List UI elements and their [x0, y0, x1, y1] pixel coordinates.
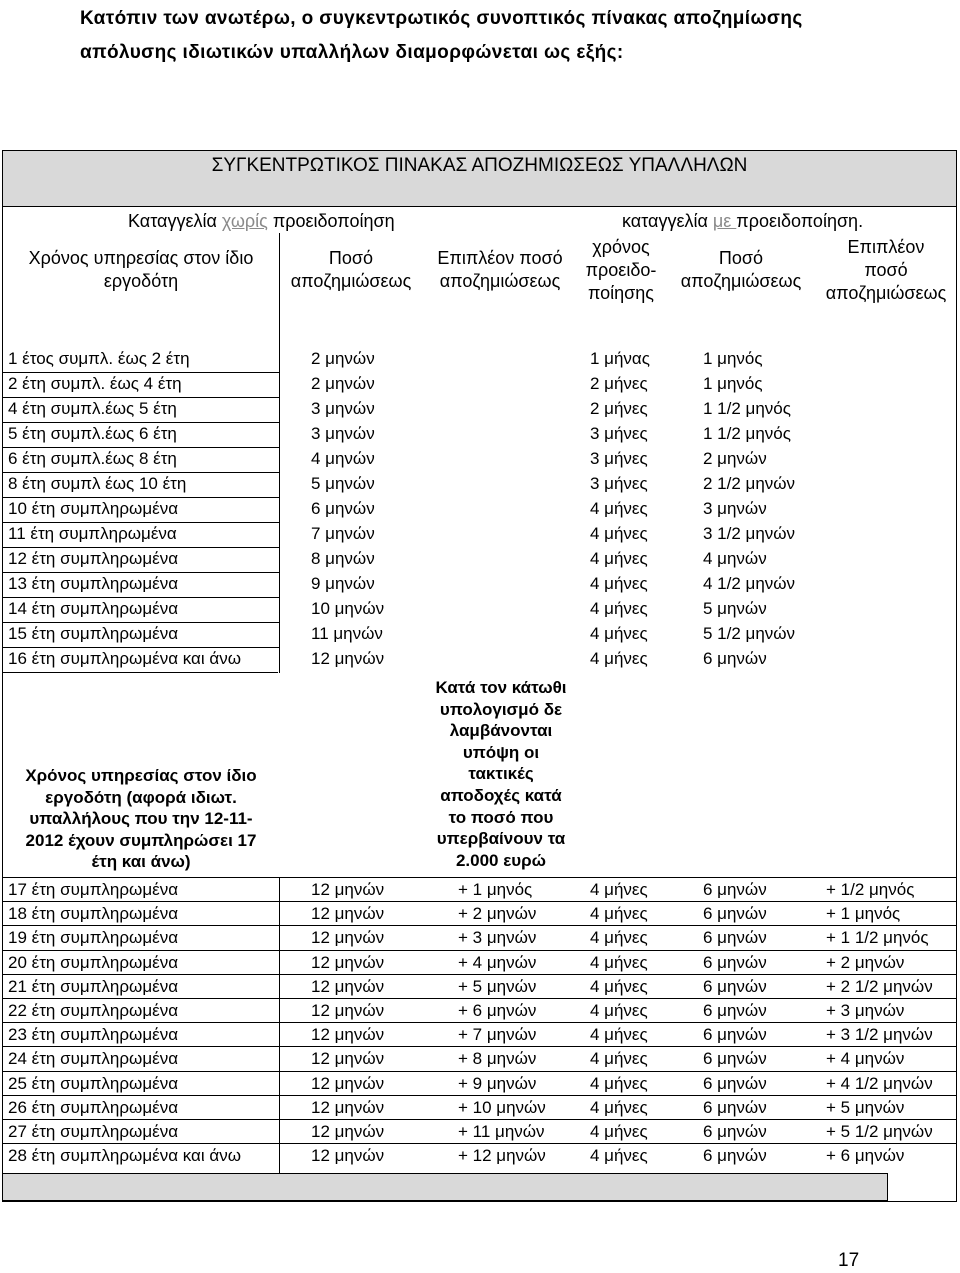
intro-line-2: απόλυσης ιδιωτικών υπαλλήλων διαμορφώνεται ως εξής: — [80, 42, 624, 63]
row-amount-2: 6 μηνών — [703, 1049, 767, 1069]
row-amount-2: 5 μηνών — [703, 599, 767, 618]
row-service-time: 20 έτη συμπληρωμένα — [8, 952, 179, 972]
row-service-time: 22 έτη συμπληρωμένα — [8, 1001, 179, 1020]
row-extra-2: + 3 1/2 μηνών — [826, 1025, 933, 1045]
row-extra-2: + 2 1/2 μηνών — [826, 976, 933, 996]
section2-note: Κατά τον κάτωθι υπολογισμό δε λαμβάνονται υπόψη οι τακτικές αποδοχές κατά το ποσό που υπερβαίνουν τα 2.000 ευρώ — [435, 678, 567, 870]
row-notice: 4 μήνες — [590, 976, 648, 996]
row-service-time: 19 έτη συμπληρωμένα — [8, 928, 179, 948]
row-extra-2: + 4 1/2 μηνών — [826, 1073, 933, 1093]
section2-service-header: Χρόνος υπηρεσίας στον ίδιο εργοδότη (αφορά ιδιωτ. υπαλλήλους που την 12-11- 2012 έχουν συμπληρώσει 17 έτη και άνω) — [25, 766, 257, 871]
row-divider — [2, 925, 957, 926]
row-amount: 12 μηνών — [311, 1122, 385, 1141]
row-amount-2: 6 μηνών — [703, 1073, 767, 1093]
header-amount-2: Ποσό αποζημιώσεως — [680, 248, 802, 291]
row-amount: 12 μηνών — [311, 928, 385, 948]
row-service-time: 24 έτη συμπληρωμένα — [8, 1049, 179, 1069]
row-notice: 4 μήνες — [590, 880, 648, 899]
row-service-time: 17 έτη συμπληρωμένα — [8, 880, 179, 899]
row-amount: 12 μηνών — [311, 1001, 385, 1020]
row-amount-2: 1 μηνός — [703, 349, 763, 368]
row-amount: 12 μηνών — [311, 1073, 385, 1093]
row-divider — [2, 1046, 957, 1047]
row-notice: 4 μήνες — [590, 574, 648, 593]
row-amount-2: 4 μηνών — [703, 549, 767, 568]
row-extra: + 4 μηνών — [458, 952, 537, 972]
row-notice: 2 μήνες — [590, 374, 648, 393]
row-amount: 12 μηνών — [311, 1146, 385, 1166]
row-amount: 11 μηνών — [311, 624, 383, 643]
row-amount: 3 μηνών — [311, 424, 375, 443]
row-notice: 4 μήνες — [590, 499, 648, 518]
header-divider — [279, 233, 280, 673]
row-amount-2: 3 1/2 μηνών — [703, 524, 796, 543]
row-amount-2: 6 μηνών — [703, 649, 767, 668]
row-notice: 4 μήνες — [590, 1122, 648, 1141]
row-amount-2: 1 μηνός — [703, 374, 763, 393]
row-service-time: 16 έτη συμπληρωμένα και άνω — [8, 649, 241, 668]
row-extra-2: + 1 1/2 μηνός — [826, 928, 929, 948]
row-notice: 4 μήνες — [590, 1025, 648, 1045]
header-amount: Ποσό αποζημιώσεως — [290, 248, 412, 291]
row-notice: 1 μήνας — [590, 349, 650, 368]
row-amount-2: 6 μηνών — [703, 1146, 767, 1166]
row-notice: 3 μήνες — [590, 424, 648, 443]
row-extra: + 11 μηνών — [458, 1122, 545, 1141]
row-service-time: 4 έτη συμπλ.έως 5 έτη — [8, 399, 177, 418]
row-divider — [2, 877, 957, 878]
row-service-time: 25 έτη συμπληρωμένα — [8, 1073, 179, 1093]
row-service-time: 5 έτη συμπλ.έως 6 έτη — [8, 424, 177, 443]
section-b-divider — [279, 877, 280, 1173]
page-number: 17 — [838, 1250, 860, 1271]
row-amount-2: 1 1/2 μηνός — [703, 399, 791, 418]
row-notice: 2 μήνες — [590, 399, 648, 418]
row-extra: + 8 μηνών — [458, 1049, 537, 1069]
row-service-time: 18 έτη συμπληρωμένα — [8, 904, 179, 924]
row-amount-2: 2 μηνών — [703, 449, 767, 468]
intro-line-1: Κατόπιν των ανωτέρω, ο συγκεντρωτικός συνοπτικός πίνακας αποζημίωσης — [80, 8, 803, 29]
row-divider — [2, 1143, 957, 1144]
group-with-notice: καταγγελία με προειδοποίηση. — [622, 211, 864, 231]
row-notice: 4 μήνες — [590, 524, 648, 543]
row-service-time: 2 έτη συμπλ. έως 4 έτη — [8, 374, 182, 393]
row-service-time: 27 έτη συμπληρωμένα — [8, 1122, 179, 1141]
row-extra: + 7 μηνών — [458, 1025, 537, 1045]
row-service-time: 8 έτη συμπλ έως 10 έτη — [8, 474, 187, 493]
row-service-time: 13 έτη συμπληρωμένα — [8, 574, 179, 593]
row-extra: + 2 μηνών — [458, 904, 537, 924]
row-divider — [2, 974, 957, 975]
row-amount: 4 μηνών — [311, 449, 375, 468]
row-amount: 5 μηνών — [311, 474, 375, 493]
row-service-time: 10 έτη συμπληρωμένα — [8, 499, 179, 518]
row-service-time: 1 έτος συμπλ. έως 2 έτη — [8, 349, 190, 368]
row-amount-2: 4 1/2 μηνών — [703, 574, 796, 593]
row-notice: 4 μήνες — [590, 1001, 648, 1020]
row-service-time: 21 έτη συμπληρωμένα — [8, 976, 179, 996]
row-amount-2: 5 1/2 μηνών — [703, 624, 796, 643]
row-extra: + 6 μηνών — [458, 1001, 537, 1020]
row-notice: 4 μήνες — [590, 904, 648, 924]
row-extra-2: + 5 1/2 μηνών — [826, 1122, 933, 1141]
row-extra: + 5 μηνών — [458, 976, 537, 996]
row-extra: + 10 μηνών — [458, 1097, 546, 1117]
row-amount-2: 6 μηνών — [703, 952, 767, 972]
row-extra: + 12 μηνών — [458, 1146, 546, 1166]
row-extra-2: + 4 μηνών — [826, 1049, 905, 1069]
row-service-time: 15 έτη συμπληρωμένα — [8, 624, 179, 643]
row-amount-2: 6 μηνών — [703, 1097, 767, 1117]
row-notice: 4 μήνες — [590, 599, 648, 618]
row-extra-2: + 3 μηνών — [826, 1001, 905, 1020]
row-amount-2: 6 μηνών — [703, 1122, 767, 1141]
row-extra-2: + 2 μηνών — [826, 952, 905, 972]
row-divider — [2, 1119, 957, 1120]
row-divider — [2, 672, 278, 673]
row-service-time: 12 έτη συμπληρωμένα — [8, 549, 179, 568]
row-service-time: 28 έτη συμπληρωμένα και άνω — [8, 1146, 241, 1166]
row-amount: 12 μηνών — [311, 1025, 385, 1045]
row-service-time: 26 έτη συμπληρωμένα — [8, 1097, 179, 1117]
row-notice: 4 μήνες — [590, 624, 648, 643]
row-extra: + 1 μηνός — [458, 880, 533, 899]
row-amount: 12 μηνών — [311, 649, 385, 668]
row-service-time: 6 έτη συμπλ.έως 8 έτη — [8, 449, 177, 468]
row-notice: 4 μήνες — [590, 649, 648, 668]
table-title: ΣΥΓΚΕΝΤΡΩΤΙΚΟΣ ΠΙΝΑΚΑΣ ΑΠΟΖΗΜΙΩΣΕΩΣ ΥΠΑΛΛΗΛΩΝ — [2, 150, 957, 180]
row-amount: 2 μηνών — [311, 349, 375, 368]
row-amount: 12 μηνών — [311, 1097, 385, 1117]
row-amount: 12 μηνών — [311, 1049, 385, 1069]
row-amount: 12 μηνών — [311, 904, 385, 924]
row-amount: 10 μηνών — [311, 599, 385, 618]
row-notice: 3 μήνες — [590, 474, 648, 493]
row-divider — [2, 1071, 957, 1072]
row-extra: + 9 μηνών — [458, 1073, 537, 1093]
row-amount-2: 1 1/2 μηνός — [703, 424, 791, 443]
row-amount: 12 μηνών — [311, 880, 385, 899]
row-service-time: 23 έτη συμπληρωμένα — [8, 1025, 179, 1045]
header-extra-amount: Επιπλέον ποσό αποζημιώσεως — [437, 248, 563, 291]
row-amount-2: 6 μηνών — [703, 928, 767, 948]
row-amount: 9 μηνών — [311, 574, 375, 593]
row-amount: 8 μηνών — [311, 549, 375, 568]
row-extra: + 3 μηνών — [458, 928, 537, 948]
row-notice: 4 μήνες — [590, 1049, 648, 1069]
row-notice: 4 μήνες — [590, 928, 648, 948]
row-amount: 6 μηνών — [311, 499, 375, 518]
row-service-time: 14 έτη συμπληρωμένα — [8, 599, 179, 618]
row-amount-2: 2 1/2 μηνών — [703, 474, 796, 493]
row-amount: 12 μηνών — [311, 952, 385, 972]
row-amount: 2 μηνών — [311, 374, 375, 393]
row-extra-2: + 1 μηνός — [826, 904, 901, 924]
row-amount-2: 6 μηνών — [703, 976, 767, 996]
row-notice: 4 μήνες — [590, 1146, 648, 1166]
row-notice: 4 μήνες — [590, 1073, 648, 1093]
row-extra-2: + 5 μηνών — [826, 1097, 905, 1117]
header-extra-amount-2: Επιπλέον ποσό αποζημιώσεως — [825, 237, 947, 303]
header-notice-time: χρόνος προειδο- ποίησης — [585, 237, 657, 303]
row-amount: 3 μηνών — [311, 399, 375, 418]
row-notice: 4 μήνες — [590, 952, 648, 972]
row-extra-2: + 1/2 μηνός — [826, 880, 915, 899]
row-service-time: 11 έτη συμπληρωμένα — [8, 524, 177, 543]
row-divider — [2, 901, 957, 902]
row-amount-2: 6 μηνών — [703, 1001, 767, 1020]
row-divider — [2, 998, 957, 999]
row-divider — [2, 1022, 957, 1023]
row-extra-2: + 6 μηνών — [826, 1146, 905, 1166]
row-amount-2: 6 μηνών — [703, 904, 767, 924]
row-amount-2: 6 μηνών — [703, 1025, 767, 1045]
row-amount: 12 μηνών — [311, 976, 385, 996]
header-service-time: Χρόνος υπηρεσίας στον ίδιο εργοδότη — [28, 248, 254, 291]
row-divider — [2, 950, 957, 951]
row-notice: 3 μήνες — [590, 449, 648, 468]
intro-paragraph — [80, 2, 880, 70]
row-notice: 4 μήνες — [590, 549, 648, 568]
row-amount-2: 6 μηνών — [703, 880, 767, 899]
group-without-notice: Καταγγελία χωρίς προειδοποίηση — [128, 211, 395, 231]
row-notice: 4 μήνες — [590, 1097, 648, 1117]
row-amount: 7 μηνών — [311, 524, 375, 543]
row-amount-2: 3 μηνών — [703, 499, 767, 518]
row-divider — [2, 1095, 957, 1096]
